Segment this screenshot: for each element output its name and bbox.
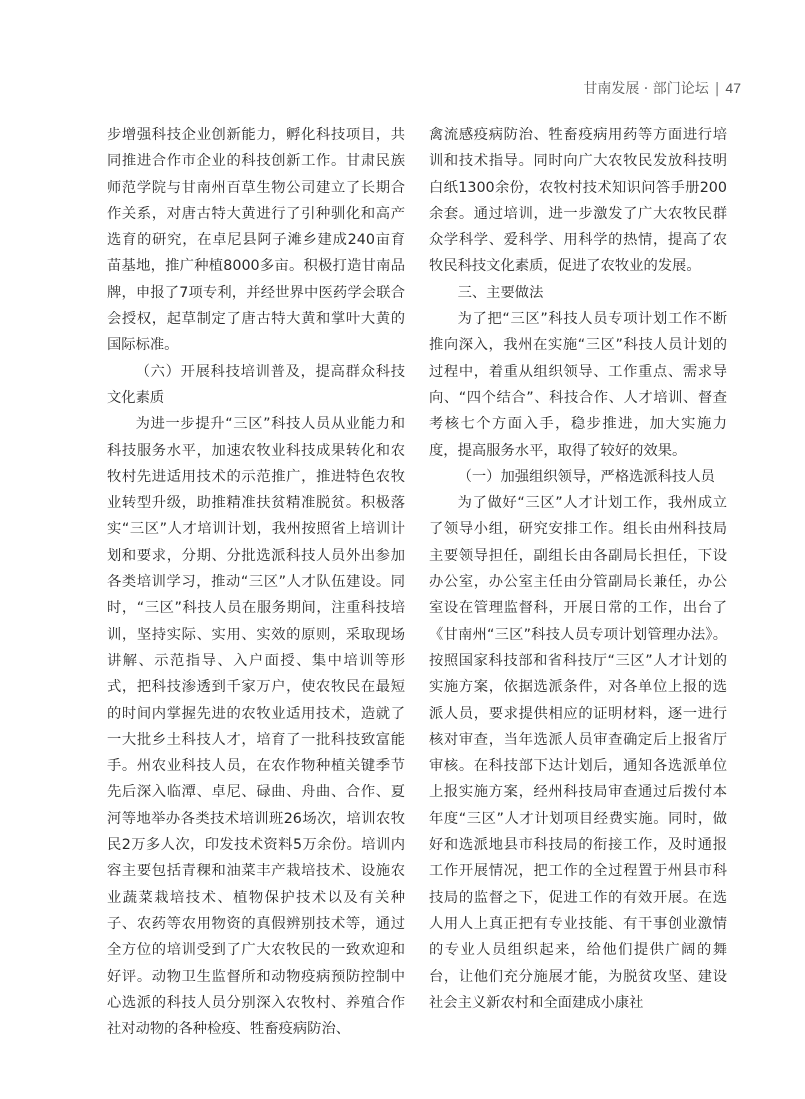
- section-heading-main-practices: 三、主要做法: [457, 284, 544, 301]
- paragraph-continuation-right: 禽流感疫病防治、牲畜疫病用药等方面进行培训和技术指导。同时向广大农牧民发放科技明白纸1300余份，农牧村技术知识问答手册200余套。通过培训，进一步激发了广大农牧民群众学科学、爱科学、用科学的热情，提高了农牧民科技文化素质，促进了农牧业的发展。: [429, 127, 727, 275]
- running-header: [583, 78, 741, 98]
- section-heading-six: （六）开展科技培训普及，提高群众科技文化素质: [107, 363, 405, 406]
- header-separator: |: [714, 81, 720, 97]
- paragraph-training: 为进一步提升“三区”科技人员从业能力和科技服务水平，加速农牧业科技成果转化和农牧村先进适用技术的示范推广，推进特色农牧业转型升级，助推精准扶贫精准脱贫。积极落实“三区”人才培训计划，我州按照省上培训计划和要求，分期、分批选派科技人员外出参加各类培训学习，推动“三区”人才队伍建设。同时，“三区”科技人员在服务期间，注重科技培训，坚持实际、实用、实效的原则，采取现场讲解、示范指导、入户面授、集中培训等形式，把科技渗透到千家万户，使农牧民在最短的时间内掌握先进的农牧业适用技术，造就了一大批乡土科技人才，培育了一批科技致富能手。州农业科技人员，在农作物种植关键季节先后深入临潭、卓尼、碌曲、舟曲、合作、夏河等地举办各类技术培训班26场次，培训农牧民2万多人次，印发技术资料5万余份。培训内容主要包括青稞和油菜丰产栽培技术、设施农业蔬菜栽培技术、植物保护技术以及有关种子、农药等农用物资的真假辨别技术等，通过全方位的培训受到了广大农牧民的一致欢迎和好评。动物卫生监督所和动物疫病预防控制中心选派的科技人员分别深入农牧村、养殖合作社对动物的各种检疫、牲畜疫病防治、: [107, 416, 405, 1038]
- paragraph-continuation: 步增强科技企业创新能力，孵化科技项目，共同推进合作市企业的科技创新工作。甘肃民族师范学院与甘南州百草生物公司建立了长期合作关系，对唐古特大黄进行了引种驯化和高产选育的研究，在卓尼县阿子滩乡建成240亩育苗基地，推广种植8000多亩。积极打造甘南品牌，申报了7项专利，并经世界中医药学会联合会授权，起草制定了唐古特大黄和掌叶大黄的国际标准。: [107, 127, 405, 354]
- paragraph-organization: 为了做好“三区”人才计划工作，我州成立了领导小组，研究安排工作。组长由州科技局主要领导担任，副组长由各副局长担任，下设办公室，办公室主任由分管副局长兼任，办公室设在管理监督科，开展日常的工作，出台了《甘南州“三区”科技人员专项计划管理办法》。按照国家科技部和省科技厅“三区”人才计划的实施方案，依据选派条件，对各单位上报的选派人员，要求提供相应的证明材料，逐一进行核对审查，当年选派人员审查确定后上报省厅审核。在科技部下达计划后，通知各选派单位上报实施方案，经州科技局审查通过后拨付本年度“三区”人才计划项目经费实施。同时，做好和选派地县市科技局的衔接工作，及时通报工作开展情况，把工作的全过程置于州县市科技局的监督之下，促进工作的有效开展。在选人用人上真正把有专业技能、有干事创业激情的专业人员组织起来，给他们提供广阔的舞台，让他们充分施展才能，为脱贫攻坚、建设社会主义新农村和全面建成小康社: [429, 495, 727, 1011]
- left-column: [107, 122, 405, 1042]
- paragraph-overview: 为了把“三区”科技人员专项计划工作不断推向深入，我州在实施“三区”科技人员计划的过程中，着重从组织领导、工作重点、需求导向、“四个结合”、科技合作、人才培训、督查考核七个方面入手，稳步推进，加大实施力度，提高服务水平，取得了较好的效果。: [429, 311, 727, 459]
- section-heading-one: （一）加强组织领导，严格选派科技人员: [457, 468, 715, 485]
- header-title: 甘南发展 · 部门论坛: [583, 81, 709, 97]
- page-number: 47: [725, 80, 741, 96]
- right-column: [429, 122, 727, 1016]
